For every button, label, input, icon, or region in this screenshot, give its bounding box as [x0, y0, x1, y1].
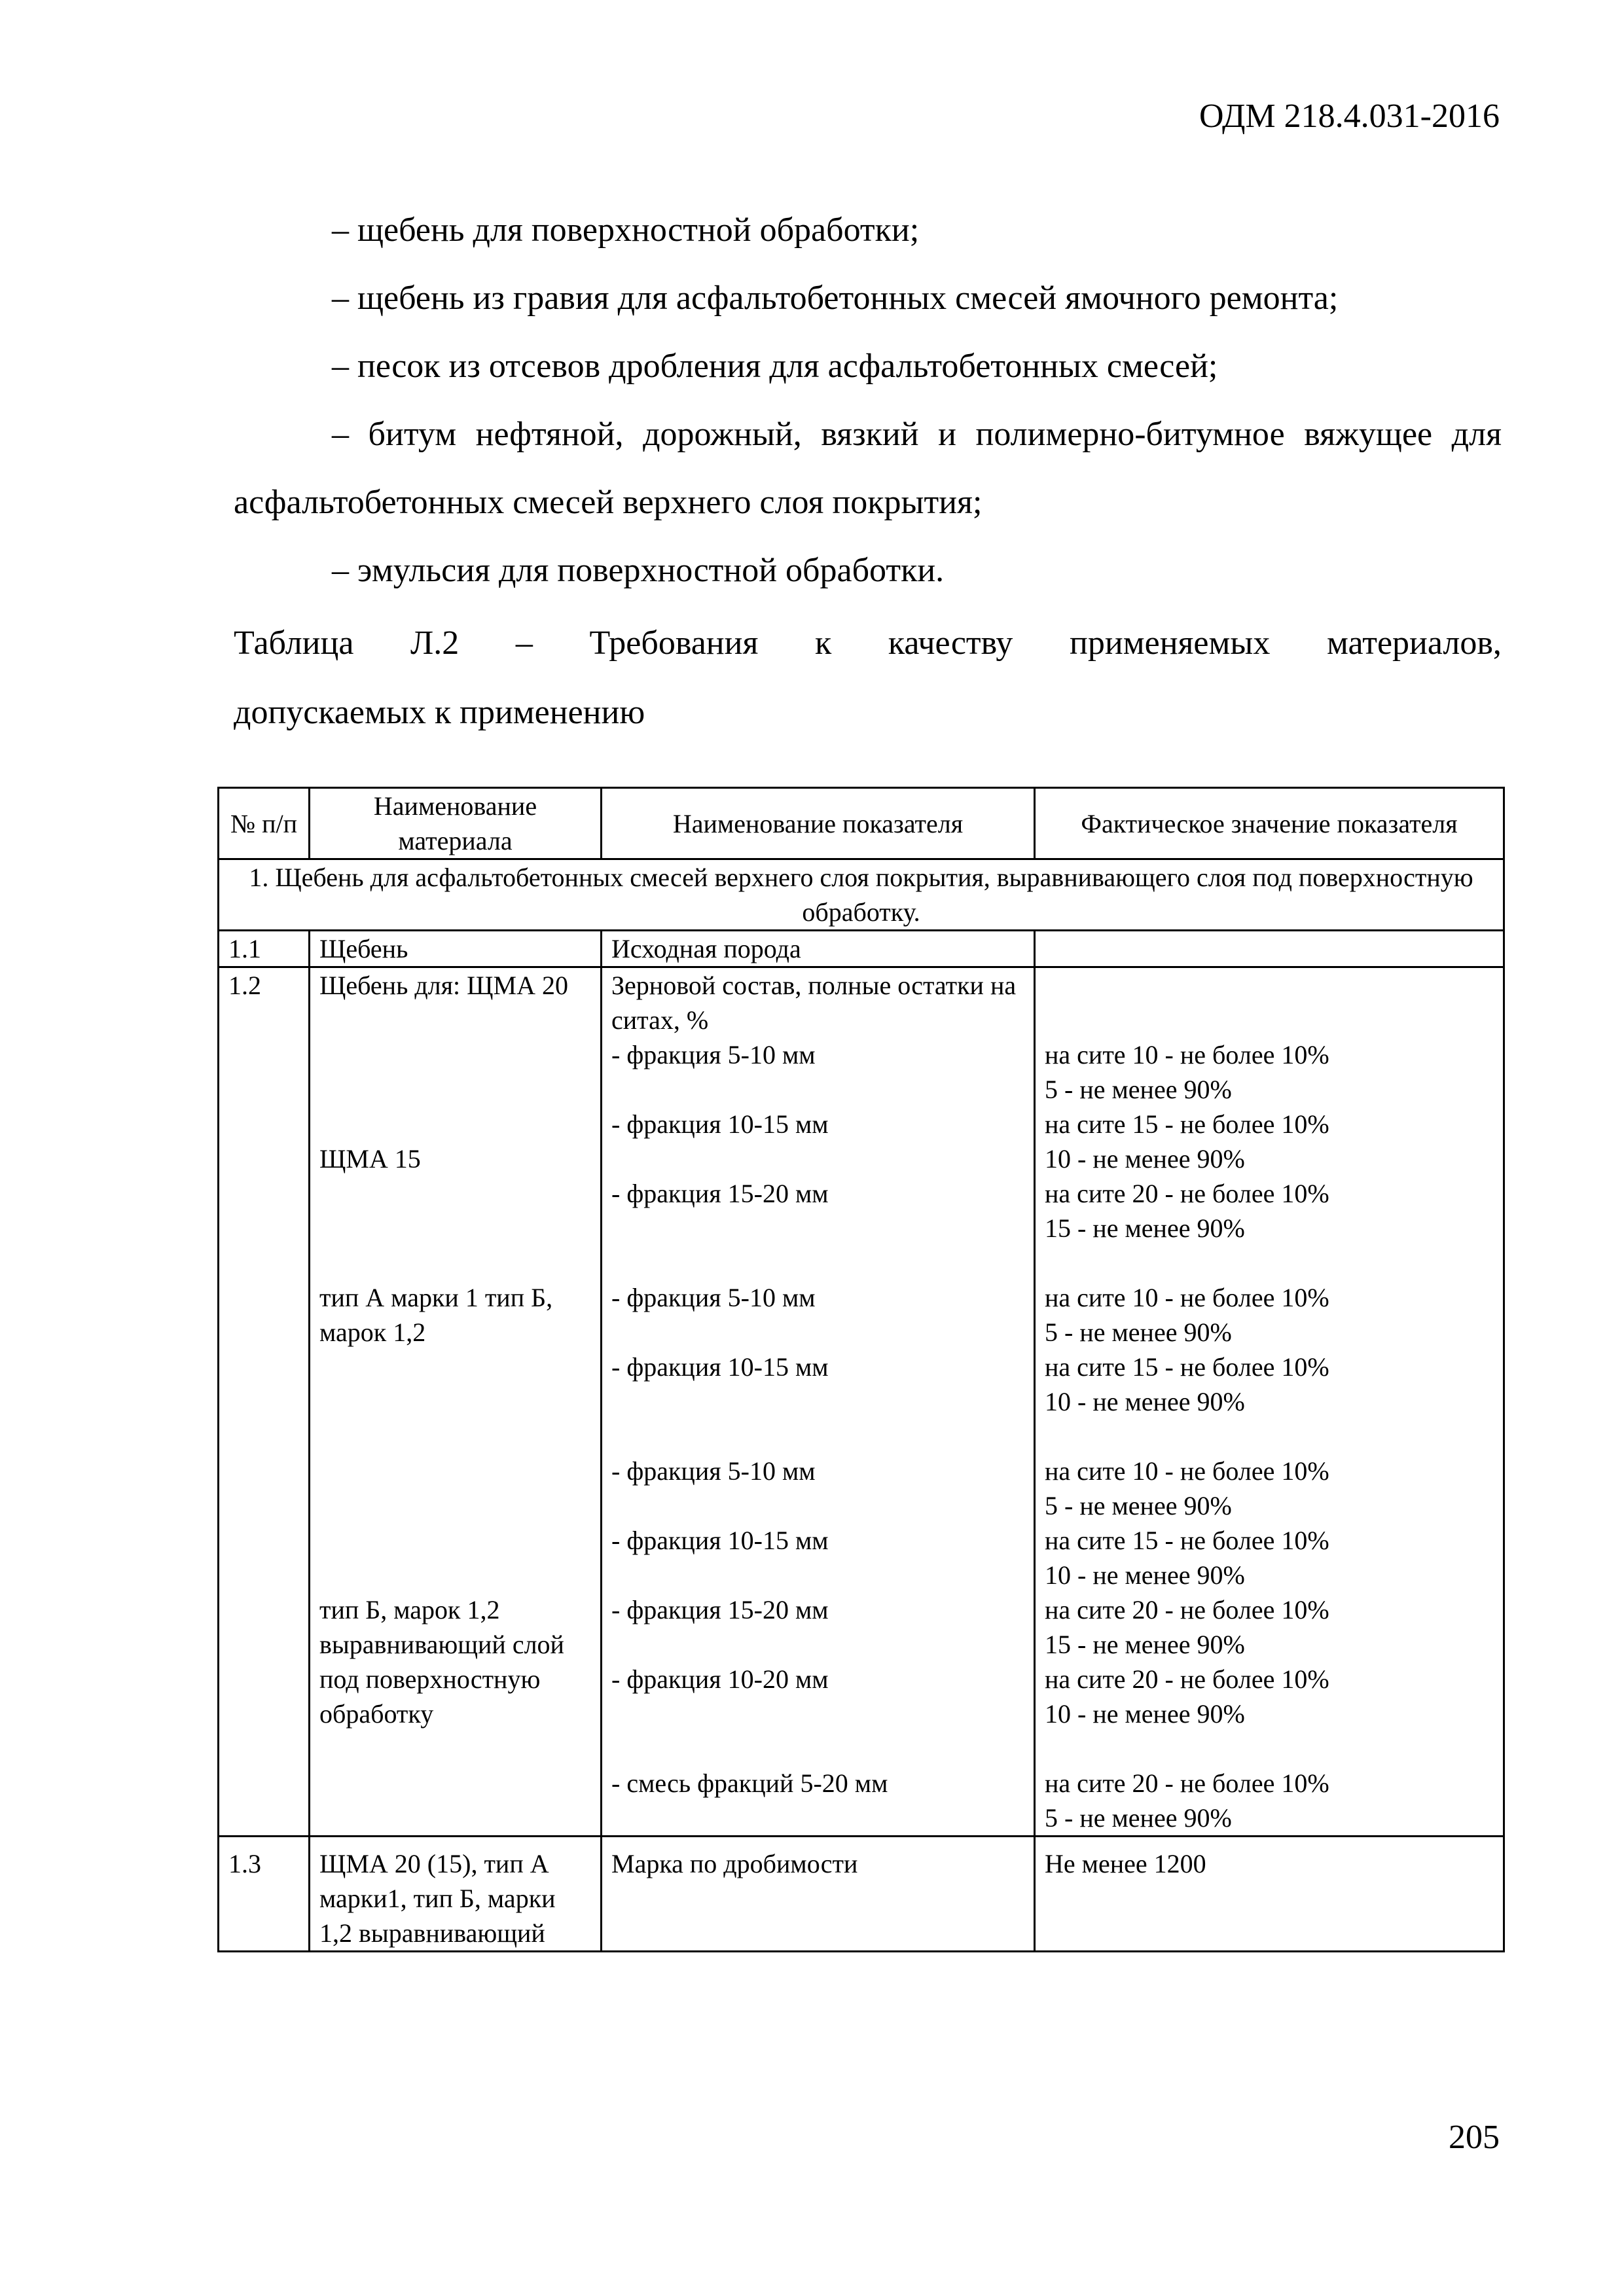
value-line: на сите 10 - не более 10%	[1045, 1283, 1329, 1312]
material-group: тип Б, марок 1,2 выравнивающий слой под поверхностную обработку	[319, 1595, 564, 1729]
fraction: - фракция 10-15 мм	[611, 1352, 829, 1382]
header-indicator: Наименование показателя	[602, 788, 1035, 859]
caption-word: Таблица	[234, 624, 354, 662]
fraction: - фракция 5-10 мм	[611, 1456, 816, 1486]
fraction: - фракция 10-15 мм	[611, 1109, 829, 1139]
caption-word: к	[814, 624, 832, 662]
row-value: Не менее 1200	[1035, 1837, 1504, 1952]
page-number: 205	[1449, 2119, 1500, 2156]
value-line: 5 - не менее 90%	[1045, 1803, 1232, 1833]
value-line: 15 - не менее 90%	[1045, 1213, 1245, 1243]
caption-word: качеству	[888, 624, 1013, 662]
section-title: 1. Щебень для асфальтобетонных смесей верхнего слоя покрытия, выравнивающего слоя под поверхностную обработку.	[219, 859, 1504, 931]
fraction: - фракция 10-15 мм	[611, 1526, 829, 1555]
value-line: 10 - не менее 90%	[1045, 1560, 1245, 1590]
value-line: на сите 10 - не более 10%	[1045, 1456, 1329, 1486]
value-line: 15 - не менее 90%	[1045, 1630, 1245, 1659]
caption-word: материалов,	[1326, 624, 1502, 662]
table-header-row	[219, 788, 1504, 859]
caption-word: –	[515, 624, 533, 662]
row-material: Щебень	[310, 931, 602, 967]
section-row	[219, 859, 1504, 931]
value-line: 10 - не менее 90%	[1045, 1144, 1245, 1174]
value-line: 10 - не менее 90%	[1045, 1387, 1245, 1416]
header-material: Наименование материала	[310, 788, 602, 859]
row-number: 1.3	[219, 1837, 310, 1952]
document-code: ОДМ 218.4.031-2016	[1199, 98, 1500, 135]
value-line: на сите 15 - не более 10%	[1045, 1352, 1329, 1382]
value-line: на сите 20 - не более 10%	[1045, 1595, 1329, 1624]
fraction: - фракция 5-10 мм	[611, 1040, 816, 1069]
table-caption-line2: допускаемых к применению	[234, 694, 645, 731]
row-value	[1035, 931, 1504, 967]
list-item: – щебень для поверхностной обработки;	[332, 211, 920, 249]
fraction: - фракция 15-20 мм	[611, 1179, 829, 1208]
value-line: на сите 20 - не более 10%	[1045, 1179, 1329, 1208]
row-material: ЩМА 20 (15), тип А марки1, тип Б, марки 1,2 выравнивающий	[310, 1837, 602, 1952]
table-caption	[234, 609, 1502, 747]
indicator-intro: Зерновой состав, полные остатки на ситах, %	[611, 971, 1017, 1035]
table-row	[219, 967, 1504, 1837]
value-line: 5 - не менее 90%	[1045, 1318, 1232, 1347]
value-line: на сите 20 - не более 10%	[1045, 1664, 1329, 1694]
row-indicator	[602, 967, 1035, 1837]
row-number: 1.2	[219, 967, 310, 1837]
table-caption-line1	[234, 609, 1502, 678]
value-line: 5 - не менее 90%	[1045, 1075, 1232, 1104]
list-item: – битум нефтяной, дорожный, вязкий и полимерно-битумное вяжущее для асфальтобетонных смесей верхнего слоя покрытия;	[234, 416, 1502, 521]
header-value: Фактическое значение показателя	[1035, 788, 1504, 859]
list-item: – эмульсия для поверхностной обработки.	[332, 552, 945, 589]
row-material	[310, 967, 602, 1837]
fraction: - фракция 5-10 мм	[611, 1283, 816, 1312]
list-item: – щебень из гравия для асфальтобетонных смесей ямочного ремонта;	[332, 279, 1339, 317]
value-line: на сите 10 - не более 10%	[1045, 1040, 1329, 1069]
value-line: 5 - не менее 90%	[1045, 1491, 1232, 1520]
fraction: - фракция 15-20 мм	[611, 1595, 829, 1624]
header-number: № п/п	[219, 788, 310, 859]
row-indicator: Исходная порода	[602, 931, 1035, 967]
caption-word: Требования	[589, 624, 759, 662]
value-line: 10 - не менее 90%	[1045, 1699, 1245, 1729]
value-line: на сите 20 - не более 10%	[1045, 1768, 1329, 1798]
material-group: тип А марки 1 тип Б, марок 1,2	[319, 1283, 553, 1347]
row-indicator: Марка по дробимости	[602, 1837, 1035, 1952]
materials-table	[217, 787, 1505, 1952]
caption-word: применяемых	[1070, 624, 1271, 662]
caption-word: Л.2	[410, 624, 460, 662]
table-row	[219, 1837, 1504, 1952]
fraction: - фракция 10-20 мм	[611, 1664, 829, 1694]
bullet-list	[234, 196, 1502, 605]
list-item: – песок из отсевов дробления для асфальтобетонных смесей;	[332, 348, 1218, 385]
material-group: ЩМА 15	[319, 1144, 421, 1174]
material-group: Щебень для: ЩМА 20	[319, 971, 568, 1000]
row-number: 1.1	[219, 931, 310, 967]
fraction: - смесь фракций 5-20 мм	[611, 1768, 888, 1798]
value-line: на сите 15 - не более 10%	[1045, 1526, 1329, 1555]
row-value	[1035, 967, 1504, 1837]
table-row	[219, 931, 1504, 967]
value-line: на сите 15 - не более 10%	[1045, 1109, 1329, 1139]
